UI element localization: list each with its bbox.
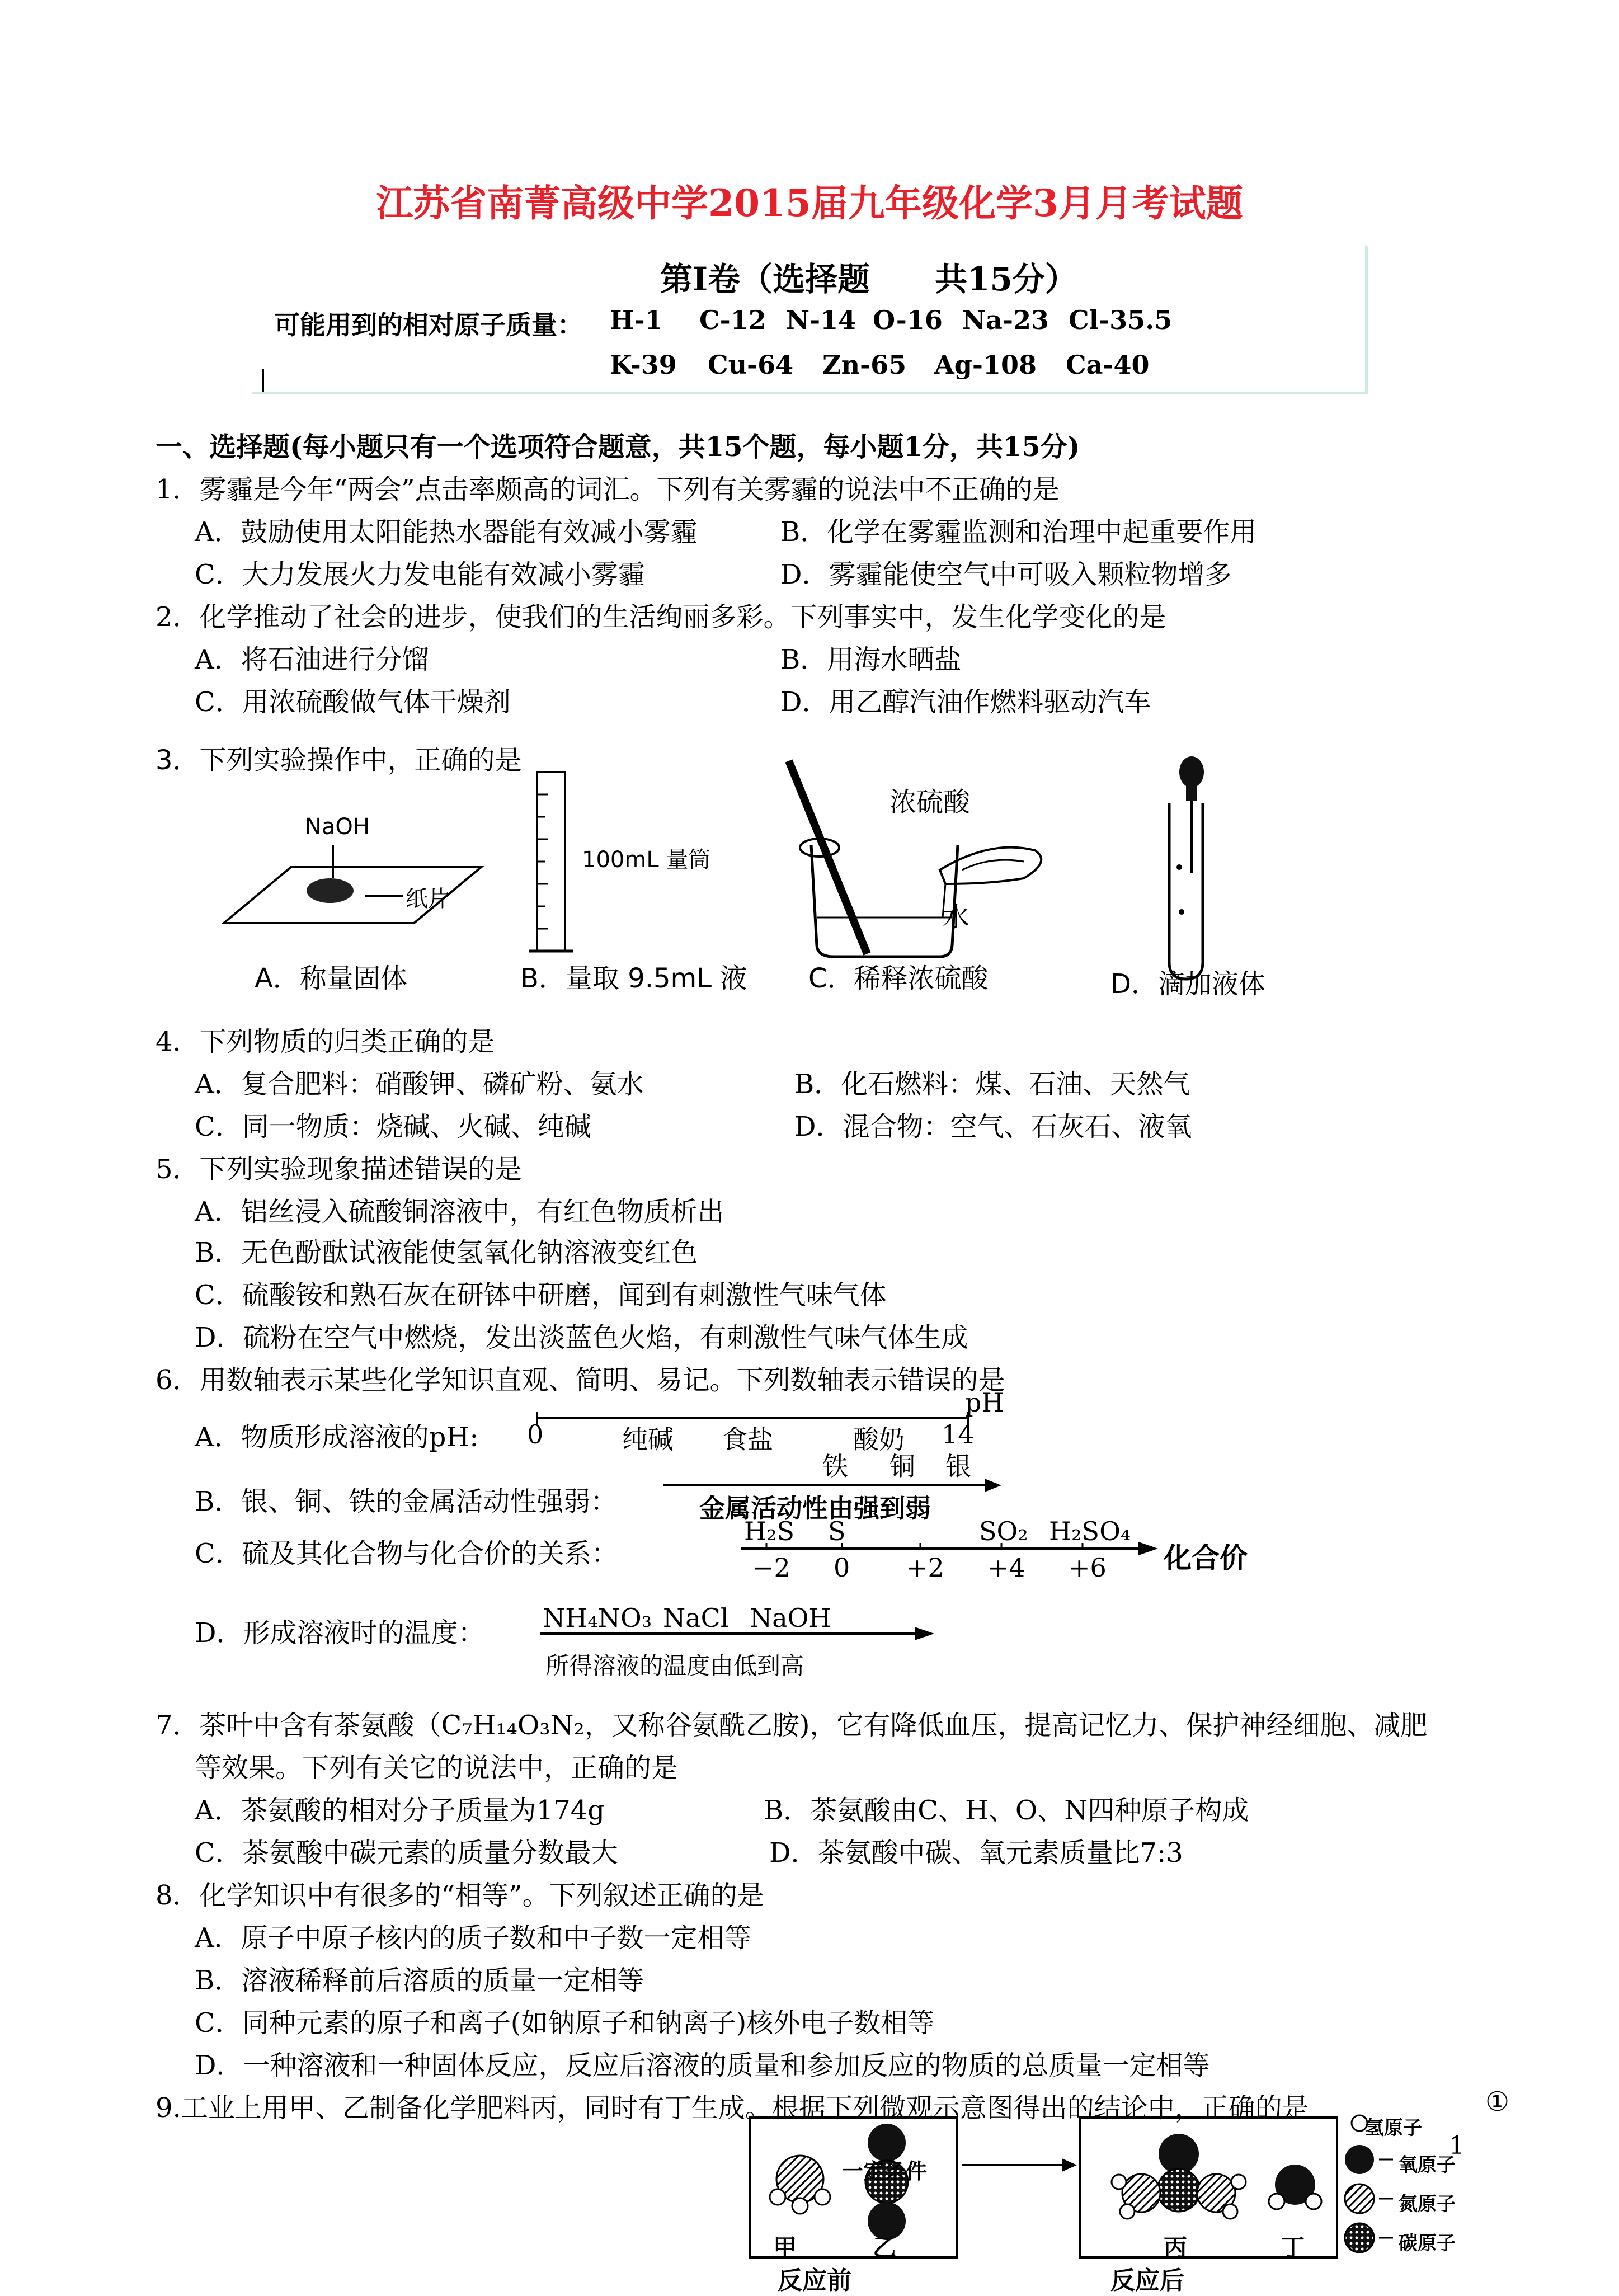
q6-a-unit: pH: [965, 1387, 1004, 1418]
q2-option-d: D．用乙醇汽油作燃料驱动汽车: [780, 686, 1151, 718]
q8-stem: 8．化学知识中有很多的“相等”。下列叙述正确的是: [156, 1880, 764, 1911]
q6-a-tick-0: 0: [527, 1419, 544, 1450]
q6-c-bottom-4: +6: [1069, 1552, 1107, 1583]
q6-option-a-label: A．物质形成溶液的pH:: [195, 1422, 479, 1453]
fig-d-caption: D．滴加液体: [1110, 968, 1265, 1000]
q6-c-top-1: S: [828, 1516, 846, 1546]
atomic-mass-label: 可能用到的相对原子质量：: [274, 310, 583, 340]
q6-d-axis-label: 所得溶液的温度由低到高: [545, 1652, 804, 1679]
mass-n: N-14: [786, 305, 856, 335]
q9-stem: 9.工业上用甲、乙制备化学肥料丙，同时有丁生成。根据下列微观示意图得出的结论中，正确的是: [156, 2092, 1309, 2124]
mass-na: Na-23: [962, 305, 1049, 335]
q6-option-b-label: B．银、铜、铁的金属活动性强弱：: [195, 1486, 618, 1517]
mass-c: C-12: [699, 305, 766, 335]
document-title: 江苏省南菁高级中学2015届九年级化学3月月考试题: [376, 181, 1243, 225]
q7-option-a: A．茶氨酸的相对分子质量为174g: [195, 1795, 605, 1826]
legend-carbon: 碳原子: [1399, 2232, 1456, 2255]
q4-option-a: A．复合肥料：硝酸钾、磷矿粉、氨水: [195, 1069, 644, 1100]
q8-option-b: B．溶液稀释前后溶质的质量一定相等: [195, 1965, 644, 1996]
figure-d-dropping: [1169, 756, 1204, 979]
q6-d-top-1: NaCl: [663, 1603, 729, 1633]
q6-c-top-0: H₂S: [744, 1516, 795, 1546]
q6-option-d-label: D．形成溶液时的温度：: [195, 1617, 485, 1649]
q6-a-tick-3: 酸奶: [853, 1424, 905, 1455]
legend-oxygen: 氧原子: [1399, 2154, 1456, 2176]
q6-c-bottom-1: 0: [834, 1552, 850, 1583]
fig-b-caption: B．量取 9.5mL 液: [520, 963, 747, 994]
q7-stem-line1: 7．茶叶中含有茶氨酸（C₇H₁₄O₃N₂，又称谷氨酰乙胺)，它有降低血压，提高记忆力、保护神经细胞、减肥: [156, 1710, 1428, 1741]
q6-b-top-2: 银: [945, 1451, 971, 1481]
q6-c-bottom-2: +2: [906, 1552, 944, 1583]
q6-c-axis-label: 化合价: [1164, 1541, 1248, 1574]
q2-stem: 2．化学推动了社会的进步，使我们的生活绚丽多彩。下列事实中，发生化学变化的是: [156, 601, 1166, 633]
q2-option-a: A．将石油进行分馏: [195, 644, 429, 675]
section-1-heading: 一、选择题(每小题只有一个选项符合题意，共15个题，每小题1分，共15分): [156, 431, 1080, 463]
fig-a-naoh-label: NaOH: [305, 814, 370, 840]
q6-a-tick-4: 14: [942, 1419, 975, 1450]
q1-option-c: C．大力发展火力发电能有效减小雾霾: [195, 559, 645, 590]
q6-c-bottom-3: +4: [987, 1552, 1025, 1583]
q1-option-b: B．化学在雾霾监测和治理中起重要作用: [780, 516, 1257, 548]
q6-stem: 6．用数轴表示某些化学知识直观、简明、易记。下列数轴表示错误的是: [156, 1365, 1005, 1396]
fig-a-paper-label: 纸片: [406, 886, 450, 912]
q4-option-c: C．同一物质：烧碱、火碱、纯碱: [195, 1111, 591, 1142]
q8-option-d: D．一种溶液和一种固体反应，反应后溶液的质量和参加反应的物质的总质量一定相等: [195, 2050, 1210, 2081]
legend-hydrogen: 氢原子: [1365, 2117, 1422, 2139]
q6-a-tick-2: 食盐: [722, 1424, 773, 1455]
q6-a-tick-1: 纯碱: [622, 1424, 674, 1455]
q9-label-bing: 丙: [1164, 2234, 1188, 2261]
legend-nitrogen: 氮原子: [1399, 2193, 1456, 2215]
q1-option-a: A．鼓励使用太阳能热水器能有效减小雾霾: [195, 516, 698, 548]
q6-c-top-2: SO₂: [979, 1516, 1028, 1546]
q4-stem: 4．下列物质的归类正确的是: [156, 1026, 495, 1057]
q5-option-c: C．硫酸铵和熟石灰在研钵中研磨，闻到有刺激性气味气体: [195, 1279, 887, 1311]
q6-c-bottom-0: −2: [752, 1552, 790, 1583]
fig-c-water-label: 水: [943, 901, 970, 933]
q9-arrow-label: 一定条件: [842, 2159, 928, 2184]
fig-c-acid-label: 浓硫酸: [889, 787, 971, 818]
mass-ca: Ca-40: [1066, 350, 1150, 380]
fig-c-caption: C．稀释浓硫酸: [808, 963, 989, 994]
q3-stem: 3．下列实验操作中，正确的是: [156, 745, 522, 776]
q6-c-top-3: H₂SO₄: [1049, 1516, 1131, 1546]
q1-option-d: D．雾霾能使空气中可吸入颗粒物增多: [780, 559, 1232, 590]
mass-k: K-39: [610, 350, 677, 380]
q4-option-b: B．化石燃料：煤、石油、天然气: [794, 1069, 1190, 1100]
q7-option-d: D．茶氨酸中碳、氧元素质量比7:3: [769, 1837, 1183, 1869]
mass-cu: Cu-64: [708, 350, 794, 380]
q9-label-yi: 乙: [873, 2234, 897, 2261]
mass-h: H-1: [610, 305, 663, 335]
fig-b-label: 100mL 量筒: [582, 847, 711, 873]
q9-after-label: 反应后: [1110, 2266, 1184, 2295]
mass-ag: Ag-108: [934, 350, 1037, 380]
q6-b-top-1: 铜: [889, 1451, 915, 1481]
q7-option-b: B．茶氨酸由C、H、O、N四种原子构成: [764, 1795, 1249, 1826]
q6-b-axis-label: 金属活动性由强到弱: [699, 1493, 931, 1523]
fig-a-caption: A．称量固体: [255, 963, 407, 994]
q9-circled-number: ①: [1485, 2086, 1510, 2118]
q9-label-jia: 甲: [773, 2234, 797, 2261]
q7-option-c: C．茶氨酸中碳元素的质量分数最大: [195, 1837, 618, 1869]
figure-b-cylinder: [529, 772, 573, 951]
q9-before-label: 反应前: [778, 2266, 851, 2295]
q2-option-c: C．用浓硫酸做气体干燥剂: [195, 686, 511, 718]
page-number: 1: [1449, 2132, 1465, 2160]
q7-stem-line2: 等效果。下列有关它的说法中，正确的是: [195, 1752, 679, 1784]
q8-option-a: A．原子中原子核内的质子数和中子数一定相等: [195, 1922, 751, 1954]
q4-option-d: D．混合物：空气、石灰石、液氧: [794, 1111, 1192, 1142]
mass-cl: Cl-35.5: [1069, 305, 1173, 335]
q5-option-b: B．无色酚酞试液能使氢氧化钠溶液变红色: [195, 1237, 698, 1268]
mass-o: O-16: [873, 305, 943, 335]
q6-d-top-2: NaOH: [750, 1603, 831, 1633]
q9-label-ding: 丁: [1281, 2234, 1305, 2261]
q8-option-c: C．同种元素的原子和离子(如钠原子和钠离子)核外电子数相等: [195, 2007, 935, 2039]
q6-d-axis: [537, 1622, 951, 1645]
q2-option-b: B．用海水晒盐: [780, 644, 962, 675]
q5-option-a: A．铝丝浸入硫酸铜溶液中，有红色物质析出: [195, 1196, 724, 1227]
q5-stem: 5．下列实验现象描述错误的是: [156, 1154, 522, 1185]
section-title: 第Ⅰ卷（选择题 共15分）: [660, 260, 1077, 298]
q6-option-c-label: C．硫及其化合物与化合价的关系：: [195, 1538, 618, 1569]
q1-stem: 1．雾霾是今年“两会”点击率颇高的词汇。下列有关雾霾的说法中不正确的是: [156, 474, 1060, 505]
q6-b-top-0: 铁: [822, 1451, 848, 1481]
q5-option-d: D．硫粉在空气中燃烧，发出淡蓝色火焰，有刺激性气味气体生成: [195, 1322, 968, 1353]
q6-d-top-0: NH₄NO₃: [543, 1603, 652, 1633]
header-line: [262, 369, 264, 392]
mass-zn: Zn-65: [822, 350, 907, 380]
